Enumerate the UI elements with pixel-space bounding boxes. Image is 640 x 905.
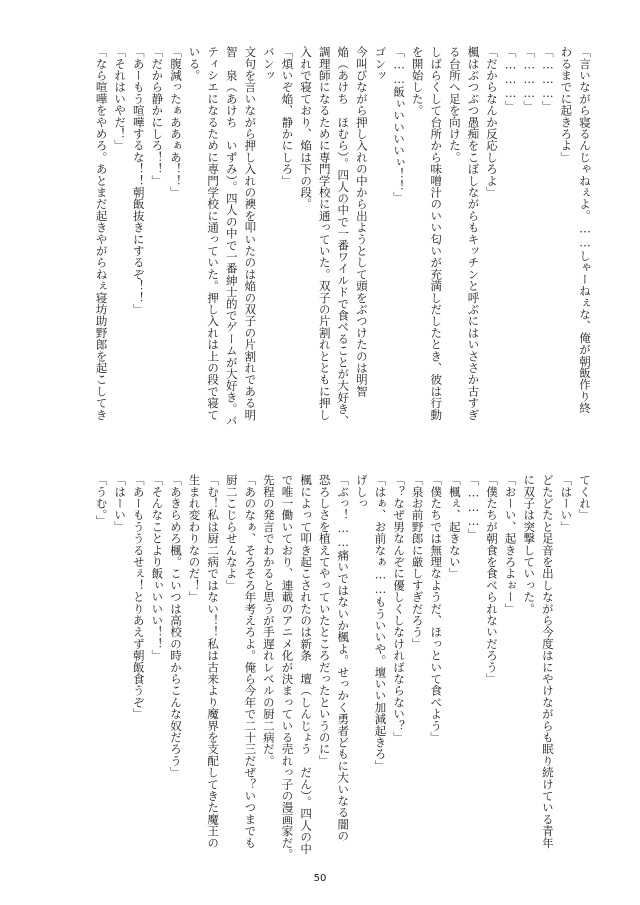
text-line: 「あきらめろ楓。こいつは高校の時からこんな奴だろう」 (168, 474, 183, 779)
text-line: 「僕たちが朝食を食べられないだろう」 (485, 474, 500, 685)
text-line: で唯一働いており、連載のアニメ化が決まっている売れっ子の漫画家だ。 (280, 474, 295, 861)
text-line: 先程の発言でわかると思うが手遅れレベルの厨二病だ。 (261, 474, 276, 767)
text-line: 「………」 (466, 474, 481, 540)
text-line: 「そんなことより飯ぃいいい！！」 (150, 474, 165, 662)
text-line: 「………」 (503, 46, 518, 112)
text-line: ゴンッ (373, 46, 388, 82)
text-line: ティシエになるために専門学校に通っていた。押し入れは上の段で寝て (206, 46, 221, 421)
text-line: 「おーい、起きろよぉー」 (503, 474, 518, 615)
text-line: 智 泉（あけち いずみ）。四人の中で一番紳士的でゲームが大好き。パ (224, 46, 239, 427)
text-line: 「なら喧嘩をやめろ。あとまだ起きやがらねぇ寝坊助野郎を起こしてき (94, 46, 109, 421)
text-line: 調理師になるために専門学校に通っていた。双子の片割れとともに押し (317, 46, 332, 421)
text-line: 「だから静かにしろ！！」 (150, 46, 165, 187)
text-line: 文句を言いながら押し入れの襖を叩いたのは焔の双子の片割れである明 (243, 46, 258, 421)
text-line: 焔（あけち ほむら）。四人の中で一番ワイルドで食べることが大好き、 (336, 46, 351, 427)
text-line: 「……飯ぃいいいいぃ！！」 (392, 46, 407, 204)
text-line: 「はーい」 (113, 474, 128, 533)
text-line: バンッ (261, 46, 276, 82)
text-line: 「ぶっ！……痛いではないか楓よ。せっかく勇者どもに大いなる闇の (336, 474, 351, 842)
text-line: 楓はぶつぶつ愚痴をこぼしながらもキッチンと呼ぶにはいささか古すぎ (466, 46, 481, 421)
text-line: 「あーもう喧嘩するな！！朝飯抜きにするぞ！！」 (131, 46, 146, 316)
text-line: 「………」 (540, 46, 555, 112)
text-line: 「あーもううるせぇ！とりあえず朝飯食うぞ」 (131, 474, 146, 720)
text-line: いる。 (187, 46, 202, 82)
text-line: 「む！私は厨二病ではない！！私は古来より魔界を支配してきた魔王の (206, 474, 221, 849)
text-line: 「楓ぇ、起きない」 (447, 474, 462, 580)
text-line: 入れで寝ており、焔は下の段。 (299, 46, 314, 210)
text-line: 「腹減ったぁああぁあ！！」 (168, 46, 183, 199)
text-line: 今叫びながら押し入れの中から出ようとして頭をぶつけたのは明智 (354, 46, 369, 397)
text-line: 楓によって叩き起こされたのは新条 壇（しんじょう だん）。四人の中 (299, 474, 314, 855)
text-line: を開始した。 (410, 46, 425, 117)
text-line: しばらくして台所から味噌汁のいい匂いが充満しだしたとき、彼は行動 (429, 46, 444, 421)
text-line: 「それはいやだ！」 (113, 46, 128, 152)
text-line: わるまでに起きろよ」 (559, 46, 574, 163)
text-line: 「煩いぞ焔、静かにしろ」 (280, 46, 295, 187)
text-line: に双子は突撃していった。 (522, 474, 537, 615)
text-line: 「はぁ、お前なぁ……もういいや。壇いい加減起きろ」 (373, 474, 388, 772)
text-line: 「だからなんか反応しろよ」 (485, 46, 500, 199)
text-line: どたどたと足音を出しながら今度はにやけながらも眠り続けている青年 (540, 474, 555, 849)
text-line: 恐ろしさを植えてやっていたところだったというのに」 (317, 474, 332, 767)
text-line: 「うむ。」 (94, 474, 109, 527)
top-text-block (34, 46, 594, 454)
text-line: る台所へ足を向けた。 (447, 46, 462, 163)
page-number: 50 (313, 873, 327, 884)
text-line: 「はーい」 (559, 474, 574, 533)
text-line: 「あのなぁ、そろそろ年考えろよ。俺ら今年で二十三だぜ？いつまでも (243, 474, 258, 849)
text-line: 「泉お前野郎に厳しすぎだろう」 (410, 474, 425, 650)
bottom-text-block (34, 474, 594, 864)
text-line: 厨二こじらせんなよ」 (224, 474, 239, 591)
text-line: 「言いながら寝るんじゃねぇよ。……しゃーねぇな、俺が朝飯作り終 (578, 46, 592, 414)
text-line: 生まれ変わりなのだ！」 (187, 474, 202, 603)
text-line: 「………」 (522, 46, 537, 112)
text-line: げしっ (354, 474, 369, 510)
text-line: 「？なぜ男なんぞに優しくしなければならない？」 (392, 474, 407, 744)
text-line: てくれ」 (578, 474, 592, 521)
text-line: 「僕たちでは無理なようだ、ほっといて食べよう」 (429, 474, 444, 744)
